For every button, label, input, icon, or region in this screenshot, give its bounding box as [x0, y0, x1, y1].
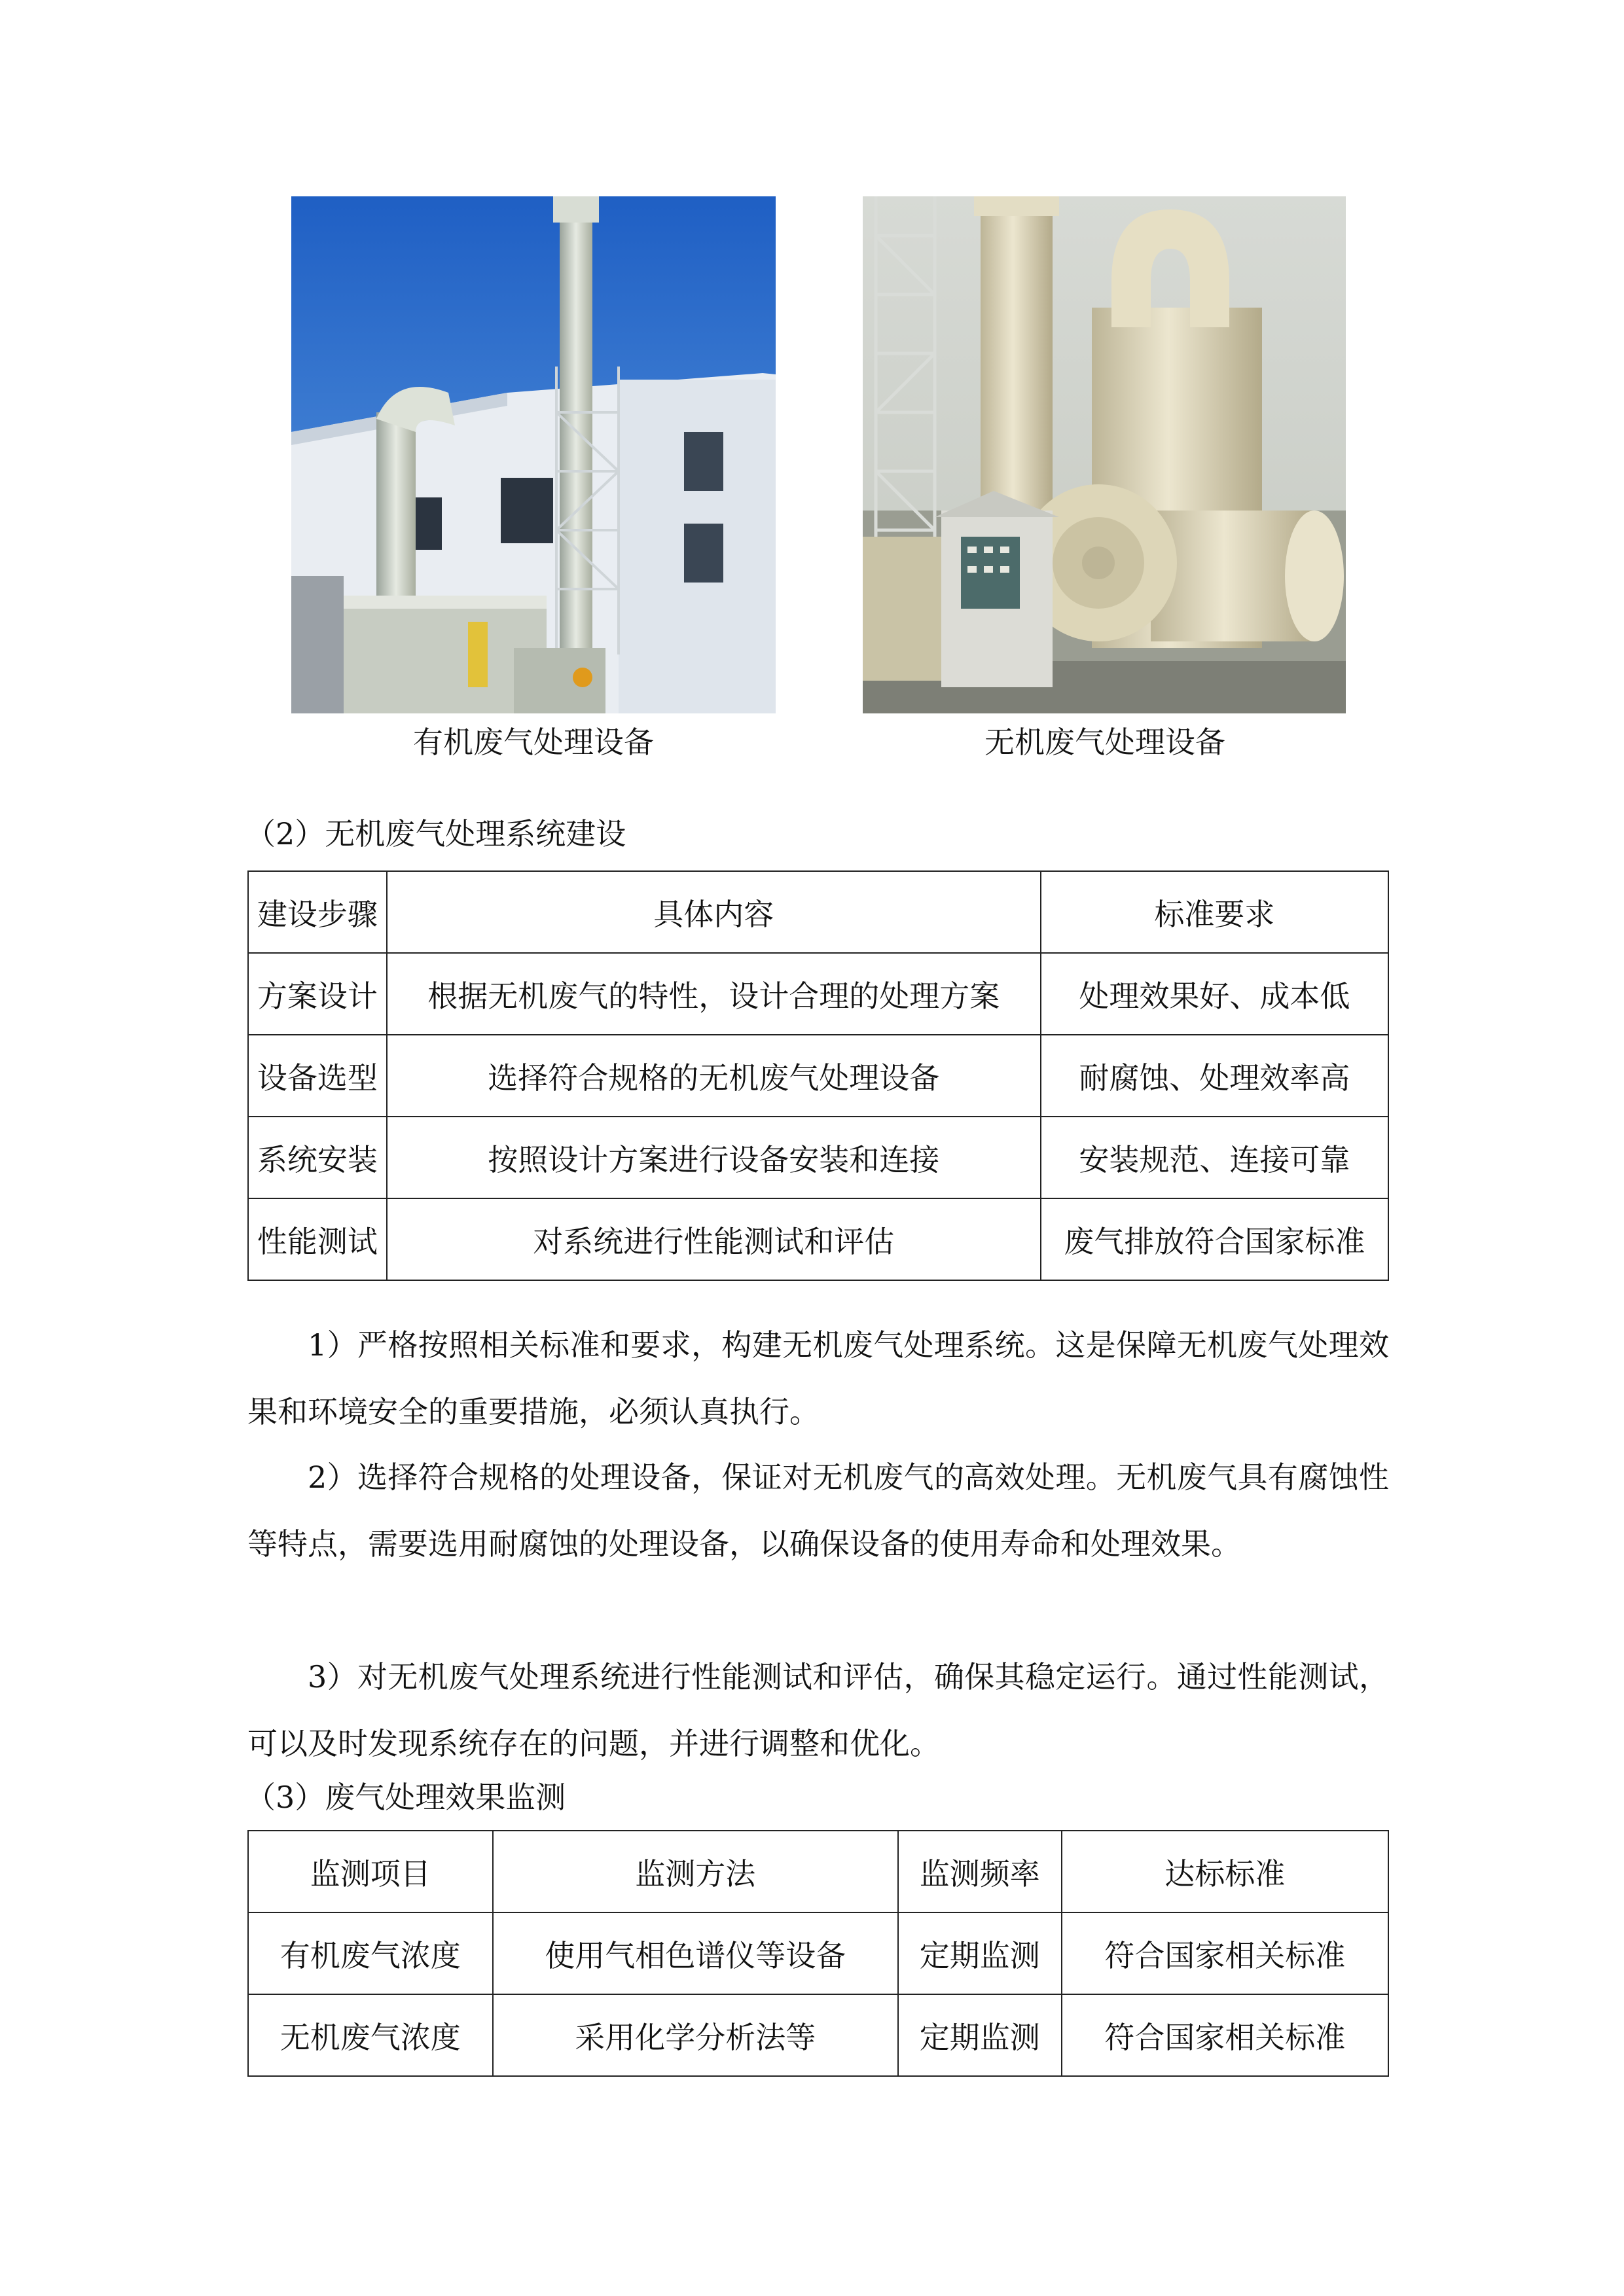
table-cell: 符合国家相关标准: [1062, 1912, 1388, 1994]
inorganic-equipment-photo: [863, 196, 1346, 713]
inorganic-equipment-caption: 无机废气处理设备: [984, 725, 1225, 760]
table-header-cell: 标准要求: [1041, 871, 1388, 953]
table-cell: 根据无机废气的特性，设计合理的处理方案: [387, 953, 1041, 1035]
table-header-cell: 具体内容: [387, 871, 1041, 953]
table-header-row: [248, 871, 1388, 953]
table-header-cell: 监测方法: [493, 1831, 898, 1912]
table-header-cell: 建设步骤: [248, 871, 387, 953]
table-cell: 定期监测: [898, 1994, 1062, 2076]
table-cell: 选择符合规格的无机废气处理设备: [387, 1035, 1041, 1117]
table-row: [248, 953, 1388, 1035]
table-row: [248, 1994, 1388, 2076]
table-cell: 方案设计: [248, 953, 387, 1035]
table-cell: 设备选型: [248, 1035, 387, 1117]
table-row: [248, 1035, 1388, 1117]
table-cell: 无机废气浓度: [248, 1994, 493, 2076]
table-row: [248, 1117, 1388, 1198]
table-header-row: [248, 1831, 1388, 1912]
table-cell: 对系统进行性能测试和评估: [387, 1198, 1041, 1280]
table-cell: 按照设计方案进行设备安装和连接: [387, 1117, 1041, 1198]
table-row: [248, 1198, 1388, 1280]
paragraph-3: 3）对无机废气处理系统进行性能测试和评估，确保其稳定运行。通过性能测试，可以及时发现系统存在的问题，并进行调整和优化。: [247, 1659, 1389, 1761]
table-cell: 采用化学分析法等: [493, 1994, 898, 2076]
table-header-cell: 监测频率: [898, 1831, 1062, 1912]
table-header-cell: 达标标准: [1062, 1831, 1388, 1912]
table-cell: 符合国家相关标准: [1062, 1994, 1388, 2076]
construction-steps-table: [247, 870, 1389, 1281]
section2-heading: （2）无机废气处理系统建设: [245, 816, 626, 852]
organic-equipment-caption: 有机废气处理设备: [413, 725, 654, 760]
table-header-cell: 监测项目: [248, 1831, 493, 1912]
paragraph-2: 2）选择符合规格的处理设备，保证对无机废气的高效处理。无机废气具有腐蚀性等特点，需要选用耐腐蚀的处理设备，以确保设备的使用寿命和处理效果。: [247, 1460, 1389, 1562]
table-cell: 安装规范、连接可靠: [1041, 1117, 1388, 1198]
table-row: [248, 1912, 1388, 1994]
section3-heading: （3）废气处理效果监测: [245, 1780, 566, 1815]
table-cell: 处理效果好、成本低: [1041, 953, 1388, 1035]
table-cell: 有机废气浓度: [248, 1912, 493, 1994]
table-cell: 使用气相色谱仪等设备: [493, 1912, 898, 1994]
table-cell: 耐腐蚀、处理效率高: [1041, 1035, 1388, 1117]
organic-equipment-photo: [291, 196, 776, 713]
table-cell: 性能测试: [248, 1198, 387, 1280]
table-cell: 系统安装: [248, 1117, 387, 1198]
table-cell: 废气排放符合国家标准: [1041, 1198, 1388, 1280]
monitoring-table: [247, 1830, 1389, 2077]
paragraph-1: 1）严格按照相关标准和要求，构建无机废气处理系统。这是保障无机废气处理效果和环境安全的重要措施，必须认真执行。: [247, 1327, 1389, 1429]
table-cell: 定期监测: [898, 1912, 1062, 1994]
